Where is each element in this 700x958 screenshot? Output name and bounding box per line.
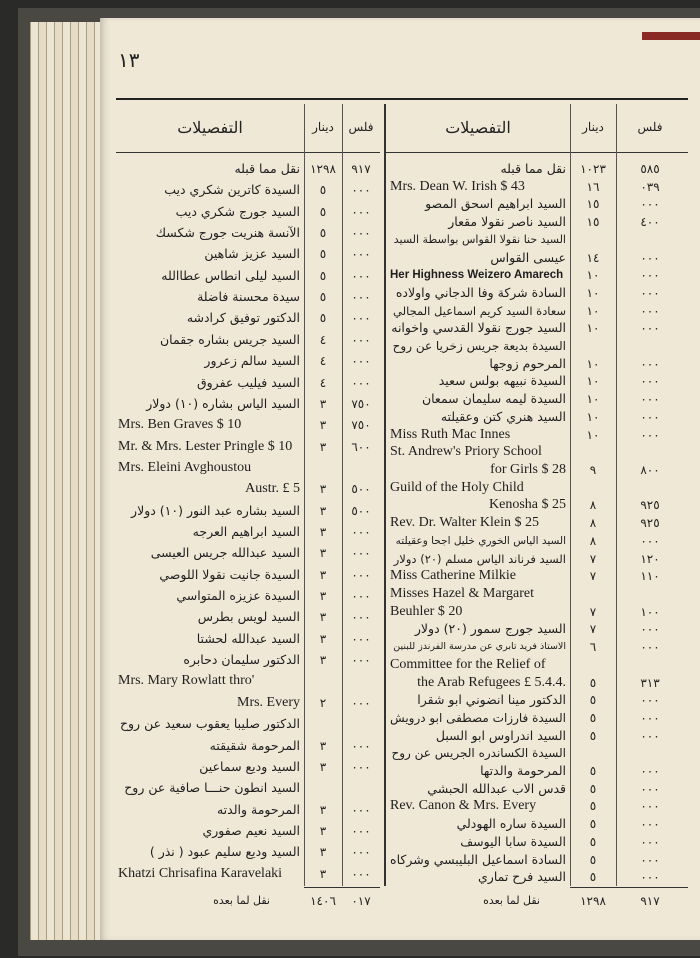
- entry-fils: ٠٠٠: [640, 781, 660, 796]
- entry-details: السيد عزيز شاهين: [204, 246, 300, 262]
- entry-fils: ٠٠٠: [640, 285, 660, 300]
- entry-details: the Arab Refugees £ 5.4.4.: [417, 674, 566, 690]
- entry-details: الدكتور توفيق كرادشه: [186, 310, 300, 326]
- entry-details: السيد عبدالله لحشتا: [196, 630, 300, 646]
- entry-details: السيدة ساره الهودلي: [456, 816, 566, 832]
- entry-details: Guild of the Holy Child: [390, 479, 524, 495]
- entry-dinar: ١٠: [586, 427, 600, 442]
- entry-details: السيد وديع سليم عبود ( نذر ): [149, 844, 300, 860]
- entry-details: المرحومة شقيقته: [209, 737, 300, 753]
- entry-details: السيدة بديعة جريس زخريا عن روح: [392, 339, 566, 354]
- entry-fils: ٠٠٠: [351, 290, 371, 305]
- entry-details: Beuhler $ 20: [390, 603, 463, 619]
- entry-fils: ٠٠٠: [351, 311, 371, 326]
- entry-dinar: ١٠: [586, 356, 600, 371]
- entry-fils: ٥٠٠: [351, 482, 371, 497]
- left-total-label: نقل لما بعده: [213, 894, 270, 907]
- entry-details: المرحومة والدتها: [480, 763, 566, 779]
- entry-fils: ٩٢٥: [640, 516, 660, 531]
- right-details-header: التفصيلات: [445, 117, 511, 137]
- entry-dinar: ٤: [319, 332, 327, 347]
- entry-fils: ٠٠٠: [351, 226, 371, 241]
- entry-dinar: ٤: [319, 354, 327, 369]
- entry-details: السيدة فارزات مصطفى ابو درويش: [390, 710, 566, 725]
- entry-details: الآنسة هنريت جورج شكسك: [155, 225, 300, 241]
- entry-fils: ٠٠٠: [351, 375, 371, 390]
- entry-dinar: ٧: [589, 569, 597, 584]
- entry-dinar: ٥: [589, 834, 597, 849]
- entry-fils: ٠٠٠: [351, 802, 371, 817]
- entry-dinar: ٧: [589, 551, 597, 566]
- entry-details: Mr. & Mrs. Lester Pringle $ 10: [118, 438, 293, 454]
- entry-fils: ٠٠٠: [351, 866, 371, 881]
- entry-details: السيدة كاترين شكري ديب: [164, 182, 300, 198]
- entry-details: السيد ليلى انطاس عطاالله: [161, 267, 300, 283]
- right-fils-header: فلس: [637, 120, 663, 134]
- entry-fils: ٨٠٠: [640, 463, 660, 478]
- entry-details: Her Highness Weizero Amarech: [390, 269, 564, 282]
- entry-details: المرحومة والدته: [216, 801, 300, 817]
- entry-dinar: ٥: [589, 728, 597, 743]
- entry-details: نقل مما قبله: [234, 161, 300, 176]
- entry-details: السيد جورج نقولا القدسي واخوانه: [391, 320, 566, 336]
- entry-details: السيد جورج شكري ديب: [175, 203, 300, 219]
- entry-dinar: ٩: [589, 463, 597, 478]
- entry-dinar: ٥: [319, 226, 327, 241]
- entry-details: السيد لويس بطرس: [197, 609, 300, 625]
- entry-fils: ٠٠٠: [640, 356, 660, 371]
- entry-fils: ٠٠٠: [351, 823, 371, 838]
- entry-details: قدس الاب عبدالله الحبشي: [427, 780, 566, 796]
- entry-fils: ٩٢٥: [640, 498, 660, 513]
- entry-details: Rev. Dr. Walter Klein $ 25: [390, 515, 539, 531]
- entry-dinar: ٥: [319, 204, 327, 219]
- header-top-rule: [116, 98, 688, 100]
- entry-details: سيدة محسنة فاضلة: [197, 289, 300, 305]
- entry-details: Austr. £ 5: [245, 481, 300, 497]
- entry-fils: ٥٨٥: [640, 162, 660, 176]
- entry-dinar: ٥: [589, 870, 597, 885]
- entry-details: السيد جريس بشاره جقمان: [159, 331, 300, 347]
- entry-dinar: ١٠: [586, 285, 600, 300]
- entry-details: السادة شركة وفا الدجاني واولاده: [395, 284, 566, 300]
- entry-dinar: ٣: [319, 525, 327, 539]
- entry-fils: ٠٠٠: [351, 738, 371, 753]
- left-total-rule: [304, 887, 380, 888]
- entry-dinar: ١٠: [586, 409, 600, 424]
- entry-details: Mrs. Mary Rowlatt thro': [118, 673, 255, 689]
- entry-fils: ٠٠٠: [640, 268, 660, 283]
- entry-fils: ٠٣٩: [640, 179, 660, 194]
- entry-dinar: ١٥: [586, 197, 600, 212]
- entry-dinar: ٣: [319, 759, 327, 774]
- entry-fils: ٠٠٠: [640, 817, 660, 832]
- entry-fils: ٦٠٠: [351, 439, 371, 454]
- divider-center: [384, 104, 386, 886]
- entry-fils: ٠٠٠: [351, 525, 371, 539]
- entry-details: الدكتور سليمان دحابره: [183, 652, 300, 668]
- entry-details: السادة اسماعيل البليبسي وشركاه: [390, 851, 566, 867]
- entry-details: السيد نعيم صفوري: [202, 822, 300, 838]
- entry-dinar: ١٥: [586, 215, 600, 230]
- entry-fils: ٠٠٠: [640, 693, 660, 708]
- page-edges: [30, 22, 106, 940]
- entry-details: السيدة ليمه سليمان سمعان: [421, 391, 566, 407]
- entry-fils: ٠٠٠: [640, 303, 660, 318]
- entry-fils: ٠٠٠: [640, 250, 660, 265]
- header-underline-right: [386, 152, 688, 153]
- entry-fils: ٠٠٠: [640, 622, 660, 637]
- entry-fils: ٠٠٠: [351, 610, 371, 625]
- entry-dinar: ٥: [319, 290, 327, 305]
- left-total-fils: ٠١٧: [351, 894, 371, 908]
- entry-fils: ٠٠٠: [640, 409, 660, 424]
- entry-dinar: ٥: [319, 183, 327, 198]
- entry-dinar: ١٦: [586, 179, 600, 194]
- entry-fils: ٠٠٠: [351, 653, 371, 668]
- entry-dinar: ١٠: [586, 374, 600, 389]
- entry-dinar: ٢: [319, 695, 327, 710]
- entry-dinar: ٣: [319, 653, 327, 668]
- entry-dinar: ١٢٩٨: [310, 162, 336, 176]
- entry-dinar: ٣: [319, 610, 327, 625]
- entry-details: Rev. Canon & Mrs. Every: [390, 798, 537, 814]
- entry-fils: ٠٠٠: [351, 567, 371, 582]
- entry-fils: ٠٠٠: [640, 197, 660, 212]
- entry-dinar: ١٠: [586, 268, 600, 283]
- entry-fils: ٧٥٠: [351, 396, 371, 411]
- entry-dinar: ٣: [319, 418, 327, 433]
- entry-fils: ٠٠٠: [640, 533, 660, 548]
- right-dinar-header: دينار: [582, 120, 604, 134]
- entry-details: نقل مما قبله: [500, 161, 566, 176]
- entry-details: السيدة الكساندره الجريس عن روح: [391, 746, 566, 761]
- entry-dinar: ٥: [589, 799, 597, 814]
- entry-fils: [342, 713, 380, 735]
- entry-details: السيد وديع سماعين: [199, 758, 300, 774]
- entry-details: السيد انطون حنـــا صافية عن روح: [124, 780, 300, 796]
- entry-details: المرحوم زوجها: [489, 355, 566, 371]
- entry-dinar: ٥: [589, 675, 597, 690]
- entry-fils: ٠٠٠: [640, 852, 660, 867]
- entry-details: السيد سالم زعرور: [204, 353, 300, 369]
- entry-fils: ٠٠٠: [640, 427, 660, 442]
- entry-dinar: ٥: [319, 268, 327, 283]
- entry-dinar: ٤: [319, 375, 327, 390]
- entry-details: السيد جورج سمور (٢٠) دولار: [414, 621, 566, 637]
- entry-details: الاستاذ فريد تابري عن مدرسة الفرندز للبنين: [393, 641, 566, 653]
- entry-details: Mrs. Ben Graves $ 10: [118, 417, 242, 433]
- entry-dinar: [304, 670, 342, 692]
- entry-fils: ٠٠٠: [640, 764, 660, 779]
- entry-fils: ٧٥٠: [351, 418, 371, 433]
- entry-details: الدكتور مينا انضوني ابو شقرا: [417, 692, 566, 708]
- entry-details: السيد اندراوس ابو السبل: [435, 727, 566, 743]
- entry-fils: ٠٠٠: [351, 546, 371, 561]
- entry-fils: ١٢٠: [640, 551, 660, 566]
- entry-fils: ٠٠٠: [640, 640, 660, 655]
- entry-dinar: ١٠: [586, 321, 600, 336]
- entry-dinar: [304, 457, 342, 479]
- entry-details: Miss Ruth Mac Innes: [390, 426, 511, 442]
- entry-details: Misses Hazel & Margaret: [390, 585, 534, 601]
- entry-fils: ٠٠٠: [351, 183, 371, 198]
- entry-details: السيد فيليب عفروق: [196, 374, 300, 390]
- entry-details: Miss Catherine Milkie: [390, 568, 516, 584]
- entry-details: السيد فرح تماري: [478, 869, 566, 885]
- entry-details: السيد ابراهيم اسحق المصو: [425, 196, 566, 212]
- entry-fils: ١٠٠: [640, 604, 660, 619]
- ledger-page: [100, 18, 700, 940]
- entry-fils: ٠٠٠: [351, 631, 371, 646]
- left-details-header: التفصيلات: [177, 117, 243, 137]
- entry-dinar: ١٠: [586, 392, 600, 407]
- entry-fils: ٠٠٠: [640, 834, 660, 849]
- entry-details: السيدة نبيهه بولس سعيد: [438, 373, 566, 389]
- header-underline-left: [116, 152, 380, 153]
- entry-details: السيد عبدالله جريس العيسى: [150, 545, 300, 561]
- entry-fils: ٠٠٠: [351, 589, 371, 604]
- entry-details: Khatzi Chrisafina Karavelaki: [118, 865, 283, 881]
- entry-dinar: ٧: [589, 622, 597, 637]
- entry-fils: ٠٠٠: [351, 695, 371, 710]
- entry-dinar: ٣: [319, 503, 327, 518]
- entry-fils: ٣١٣: [640, 675, 660, 690]
- entry-details: Kenosha $ 25: [489, 497, 566, 513]
- entry-details: الدكتور صليبا يعقوب سعيد عن روح: [119, 716, 300, 732]
- entry-fils: ٠٠٠: [351, 332, 371, 347]
- entry-fils: [342, 670, 380, 692]
- entry-dinar: ٨: [589, 533, 597, 548]
- entry-dinar: ٣: [319, 823, 327, 838]
- entry-fils: ٠٠٠: [640, 321, 660, 336]
- entry-fils: ٠٠٠: [351, 759, 371, 774]
- entry-dinar: ٥: [589, 764, 597, 779]
- entry-dinar: ٣: [319, 589, 327, 604]
- entry-details: السيد فرناند الياس مسلم (٢٠) دولار: [393, 551, 566, 566]
- entry-fils: ٠٠٠: [351, 845, 371, 860]
- entry-fils: ٠٠٠: [640, 799, 660, 814]
- entry-fils: ٠٠٠: [640, 374, 660, 389]
- entry-fils: ٠٠٠: [640, 870, 660, 885]
- entry-dinar: ١٤: [586, 250, 600, 265]
- entry-dinar: ٥: [589, 852, 597, 867]
- entry-details: السيد حنا نقولا القواس بواسطة السيد: [393, 232, 566, 246]
- entry-dinar: ٣: [319, 738, 327, 753]
- entry-details: Committee for the Relief of: [390, 656, 546, 672]
- entry-dinar: ٨: [589, 516, 597, 531]
- entry-dinar: ٣: [319, 439, 327, 454]
- entry-fils: ٠٠٠: [640, 392, 660, 407]
- entry-dinar: ٣: [319, 546, 327, 561]
- entry-fils: ٠٠٠: [351, 354, 371, 369]
- entry-details: السيدة سابا اليوسف: [460, 833, 566, 849]
- entry-dinar: ٣: [319, 631, 327, 646]
- entry-dinar: ٥: [589, 693, 597, 708]
- entry-fils: ٩١٧: [351, 162, 371, 176]
- entry-dinar: ٣: [319, 866, 327, 881]
- entry-dinar: ١٠: [586, 303, 600, 318]
- right-total-rule: [570, 887, 688, 888]
- entry-details: Mrs. Eleini Avghoustou: [118, 459, 252, 475]
- entry-fils: ٠٠٠: [351, 204, 371, 219]
- left-dinar-header: دينار: [312, 120, 334, 134]
- entry-fils: ٥٠٠: [351, 503, 371, 518]
- entry-fils: [342, 457, 380, 479]
- entry-fils: ١١٠: [640, 569, 660, 584]
- entry-dinar: ٥: [319, 311, 327, 326]
- entry-details: السيد ناصر نقولا مقعار: [448, 214, 566, 230]
- entry-fils: ٠٠٠: [640, 710, 660, 725]
- entry-details: السيد الياس الخوري خليل اجحا وعقيلته: [395, 534, 566, 547]
- entry-details: السيد بشاره عبد النور (١٠) دولار: [131, 502, 300, 518]
- entry-details: السيد الياس بشاره (١٠) دولار: [146, 395, 300, 411]
- entry-fils: [342, 777, 380, 799]
- entry-details: for Girls $ 28: [490, 462, 566, 478]
- entry-fils: ٠٠٠: [351, 268, 371, 283]
- entry-dinar: [304, 777, 342, 799]
- entry-dinar: ٣: [319, 482, 327, 497]
- entry-fils: ٠٠٠: [640, 728, 660, 743]
- entry-details: سعادة السيد كريم اسماعيل المجالي: [393, 303, 566, 318]
- entry-dinar: ١٠٢٣: [580, 162, 606, 176]
- page-number: ١٣: [118, 48, 140, 72]
- entry-fils: ٠٠٠: [351, 247, 371, 262]
- left-total-dinar: ١٤٠٦: [310, 894, 336, 908]
- entry-dinar: ٦: [589, 640, 597, 655]
- left-fils-header: فلس: [348, 120, 374, 134]
- right-total-label: نقل لما بعده: [483, 894, 540, 907]
- entry-dinar: [304, 713, 342, 735]
- entry-details: السيدة جانيت نقولا اللوصي: [159, 566, 300, 582]
- entry-dinar: ٣: [319, 802, 327, 817]
- entry-details: السيد هنري كتن وعقيلته: [440, 408, 566, 424]
- entry-dinar: ٥: [589, 781, 597, 796]
- entry-fils: ٤٠٠: [640, 215, 660, 230]
- entry-details: السيدة عزيزه المتواسي: [176, 588, 300, 604]
- entry-dinar: ٣: [319, 396, 327, 411]
- entry-dinar: ٥: [319, 247, 327, 262]
- entry-details: Mrs. Dean W. Irish $ 43: [390, 178, 525, 194]
- entry-dinar: ٥: [589, 817, 597, 832]
- entry-details: Mrs. Every: [237, 694, 300, 710]
- entry-details: السيد ابراهيم العرجه: [192, 524, 300, 539]
- entry-details: St. Andrew's Priory School: [390, 444, 542, 460]
- entry-dinar: ٧: [589, 604, 597, 619]
- entry-details: عيسى القواس: [490, 249, 566, 265]
- entry-dinar: ٣: [319, 845, 327, 860]
- right-total-fils: ٩١٧: [640, 894, 660, 908]
- bookmark-ribbon: [642, 32, 700, 40]
- right-total-dinar: ١٢٩٨: [580, 894, 606, 908]
- entry-dinar: ٨: [589, 498, 597, 513]
- entry-dinar: ٥: [589, 710, 597, 725]
- entry-dinar: ٣: [319, 567, 327, 582]
